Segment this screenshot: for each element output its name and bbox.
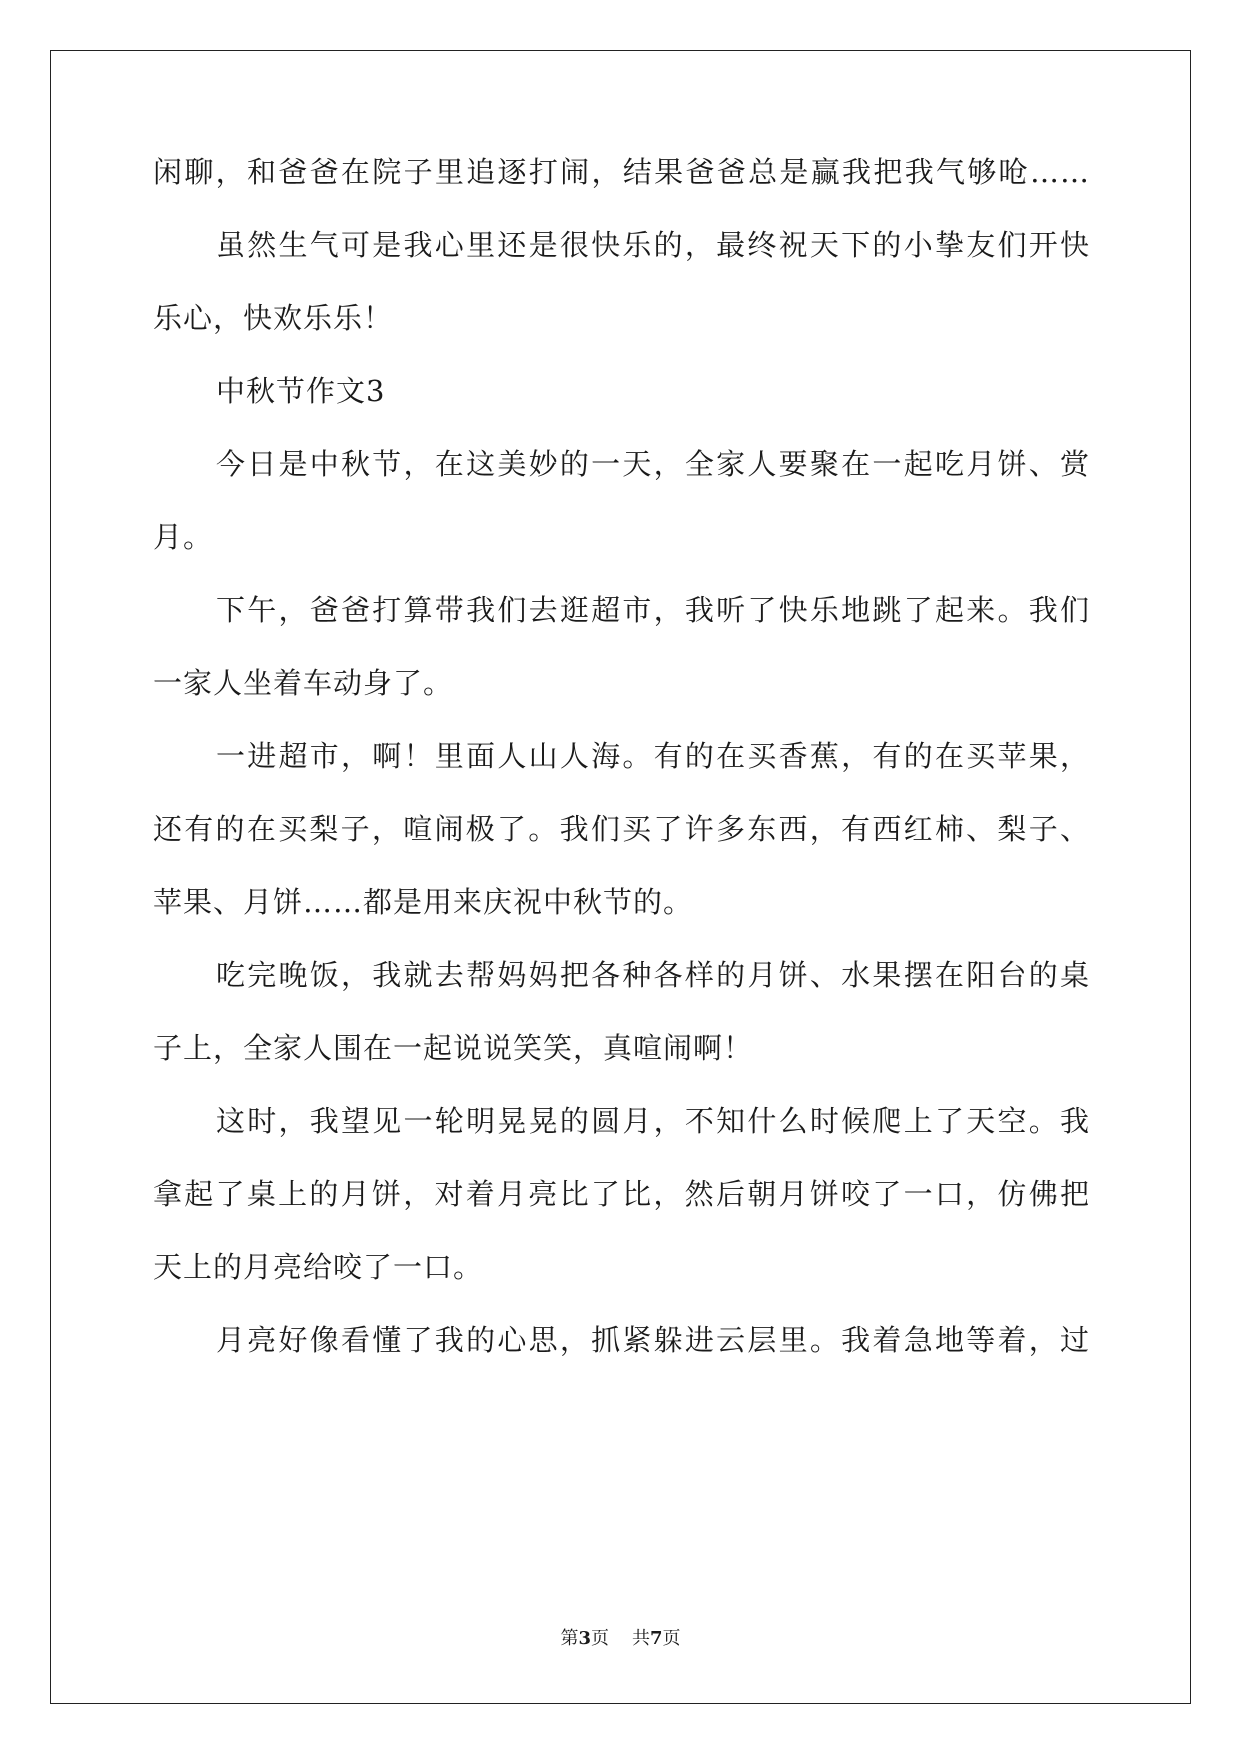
text-line: 拿起了桌上的月饼，对着月亮比了比，然后朝月饼咬了一口，仿佛把 xyxy=(153,1177,1090,1211)
page-number: 3 xyxy=(578,1628,592,1649)
text-line: 一家人坐着车动身了。 xyxy=(153,666,454,700)
paragraph-first-line: 一进超市，啊！里面人山人海。有的在买香蕉，有的在买苹果， xyxy=(216,739,1090,773)
text-line: 乐心，快欢乐乐！ xyxy=(153,301,394,335)
text-line: 闲聊，和爸爸在院子里追逐打闹，结果爸爸总是赢我把我气够呛…… xyxy=(153,155,1090,189)
section-heading: 中秋节作文3 xyxy=(216,374,386,408)
text-line: 月。 xyxy=(153,520,214,554)
total-pages: 7 xyxy=(649,1628,663,1649)
text-line: 苹果、月饼……都是用来庆祝中秋节的。 xyxy=(153,885,694,919)
text-line: 天上的月亮给咬了一口。 xyxy=(153,1250,484,1284)
paragraph-first-line: 这时，我望见一轮明晃晃的圆月，不知什么时候爬上了天空。我 xyxy=(216,1104,1090,1138)
paragraph-first-line: 今日是中秋节，在这美妙的一天，全家人要聚在一起吃月饼、赏 xyxy=(216,447,1090,481)
page-unit: 页 xyxy=(591,1628,610,1649)
paragraph-first-line: 虽然生气可是我心里还是很快乐的，最终祝天下的小挚友们开快 xyxy=(216,228,1090,262)
total-prefix: 共 xyxy=(631,1628,650,1649)
text-line: 还有的在买梨子，喧闹极了。我们买了许多东西，有西红柿、梨子、 xyxy=(153,812,1090,846)
paragraph-first-line: 下午，爸爸打算带我们去逛超市，我听了快乐地跳了起来。我们 xyxy=(216,593,1090,627)
page-prefix: 第 xyxy=(560,1628,579,1649)
text-line: 子上，全家人围在一起说说笑笑，真喧闹啊！ xyxy=(153,1031,754,1065)
paragraph-first-line: 月亮好像看懂了我的心思，抓紧躲进云层里。我着急地等着，过 xyxy=(216,1323,1090,1357)
page-footer xyxy=(0,1627,1241,1651)
total-unit: 页 xyxy=(662,1628,681,1649)
paragraph-first-line: 吃完晚饭，我就去帮妈妈把各种各样的月饼、水果摆在阳台的桌 xyxy=(216,958,1090,992)
